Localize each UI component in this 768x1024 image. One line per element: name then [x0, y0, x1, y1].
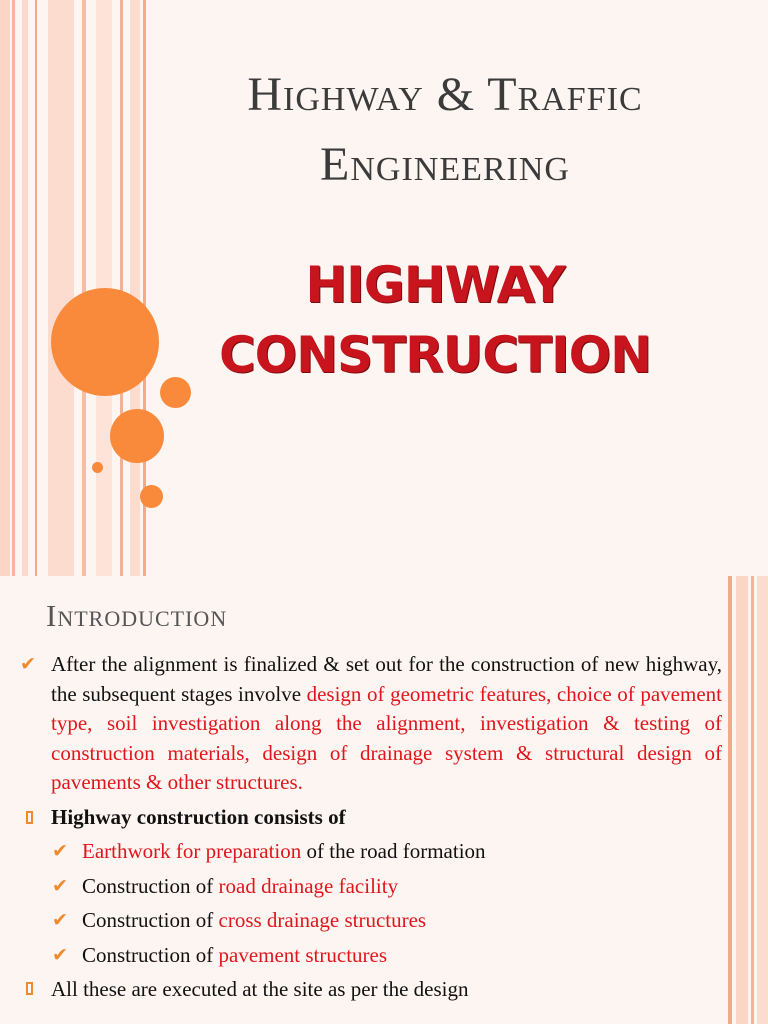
item-suffix: of the road formation — [301, 839, 486, 863]
decorative-stripes — [728, 576, 768, 1024]
slide-title-line2: Engineering — [320, 138, 570, 191]
check-icon: ✔ — [52, 874, 68, 897]
check-icon: ✔ — [52, 840, 68, 862]
list-item — [20, 834, 722, 869]
slide-title-line1: Highway & Traffic — [247, 68, 643, 121]
square-bullet-icon — [26, 982, 33, 995]
item-prefix: Construction of — [82, 942, 219, 967]
item-highlight: pavement structures — [218, 942, 388, 967]
item-prefix: Construction of — [82, 908, 219, 932]
list-item — [20, 869, 722, 904]
slide-title — [150, 60, 740, 200]
list-item — [20, 903, 722, 938]
square-bullet-icon — [26, 811, 33, 824]
introduction-slide — [0, 576, 768, 1024]
final-point-text: All these are executed at the site as per the design — [51, 977, 469, 1001]
construction-list — [20, 834, 722, 972]
slide-subtitle-line1: HIGHWAY — [305, 256, 565, 314]
item-highlight: Earthwork for preparation — [82, 839, 302, 863]
consists-heading — [20, 803, 722, 833]
check-icon: ✔ — [20, 653, 36, 675]
slide-subtitle-line2: CONSTRUCTION — [218, 326, 652, 384]
item-prefix: Construction of — [82, 873, 219, 898]
consists-heading-text: Highway construction consists of — [51, 804, 346, 829]
slide-body — [20, 650, 722, 1006]
section-heading: Introduction — [46, 598, 228, 633]
check-icon: ✔ — [52, 909, 68, 931]
check-icon: ✔ — [52, 943, 68, 966]
intro-text: After the alignment is finalized & set out for the construction of new highway, the subsequent stages involve — [51, 652, 722, 706]
item-highlight: cross drainage structures — [218, 908, 427, 932]
item-highlight: road drainage facility — [218, 873, 399, 898]
decorative-stripes — [0, 0, 148, 576]
slide-subtitle — [140, 250, 730, 390]
intro-highlight: design of geometric features, choice of pavement type, soil investigation along the alignment, investigation & testing of construction materials, design of drainage system & structural design of pavements & other structures. — [51, 681, 722, 794]
intro-paragraph — [20, 650, 722, 798]
decorative-circle-small-2 — [140, 485, 163, 508]
decorative-circle-medium — [110, 409, 164, 463]
list-item — [20, 938, 722, 973]
decorative-circle-tiny — [92, 462, 103, 473]
final-point — [20, 972, 722, 1006]
